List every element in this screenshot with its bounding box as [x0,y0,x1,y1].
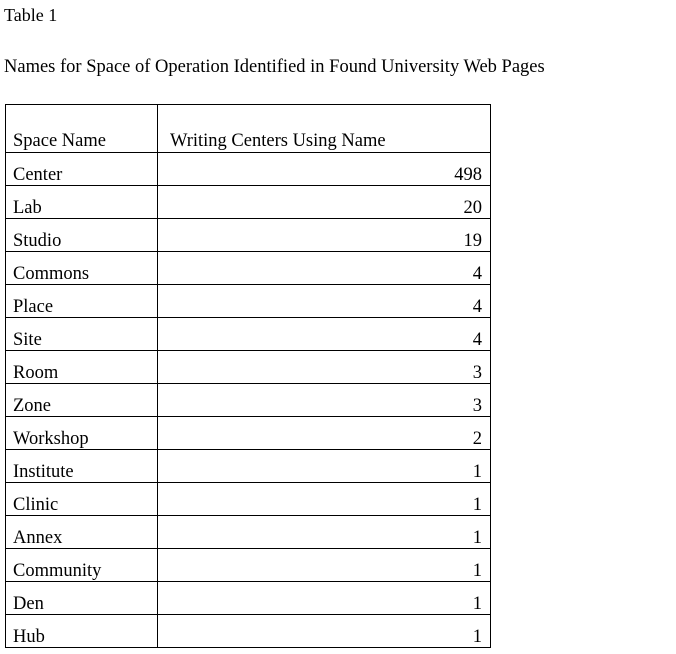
count-cell: 4 [158,285,491,318]
count-cell: 1 [158,450,491,483]
table-header-row [6,105,491,153]
table-row [6,318,491,351]
table-row [6,516,491,549]
count-cell: 20 [158,186,491,219]
table-row [6,285,491,318]
count-cell: 1 [158,516,491,549]
space-name-cell: Center [6,153,158,186]
space-name-cell: Lab [6,186,158,219]
count-cell: 3 [158,384,491,417]
column-header-writing-centers: Writing Centers Using Name [158,105,491,153]
table-row [6,450,491,483]
count-cell: 2 [158,417,491,450]
count-cell: 4 [158,252,491,285]
column-header-space-name: Space Name [6,105,158,153]
space-name-cell: Institute [6,450,158,483]
count-cell: 1 [158,549,491,582]
space-name-cell: Room [6,351,158,384]
table-row [6,219,491,252]
count-cell: 498 [158,153,491,186]
count-cell: 3 [158,351,491,384]
table-row [6,417,491,450]
count-cell: 4 [158,318,491,351]
space-names-table [5,104,491,648]
space-name-cell: Den [6,582,158,615]
table-row [6,549,491,582]
count-cell: 1 [158,483,491,516]
table-number: Table 1 [4,5,58,25]
space-name-cell: Community [6,549,158,582]
table-caption: Names for Space of Operation Identified in Found University Web Pages [4,57,545,77]
table-row [6,384,491,417]
space-name-cell: Zone [6,384,158,417]
table-row [6,483,491,516]
count-cell: 1 [158,615,491,648]
space-name-cell: Site [6,318,158,351]
table-row [6,615,491,648]
space-name-cell: Clinic [6,483,158,516]
space-name-cell: Workshop [6,417,158,450]
space-name-cell: Commons [6,252,158,285]
count-cell: 1 [158,582,491,615]
space-name-cell: Annex [6,516,158,549]
space-name-cell: Hub [6,615,158,648]
space-name-cell: Studio [6,219,158,252]
space-name-cell: Place [6,285,158,318]
table-row [6,252,491,285]
table-row [6,351,491,384]
table-row [6,582,491,615]
count-cell: 19 [158,219,491,252]
table-row [6,153,491,186]
table-row [6,186,491,219]
